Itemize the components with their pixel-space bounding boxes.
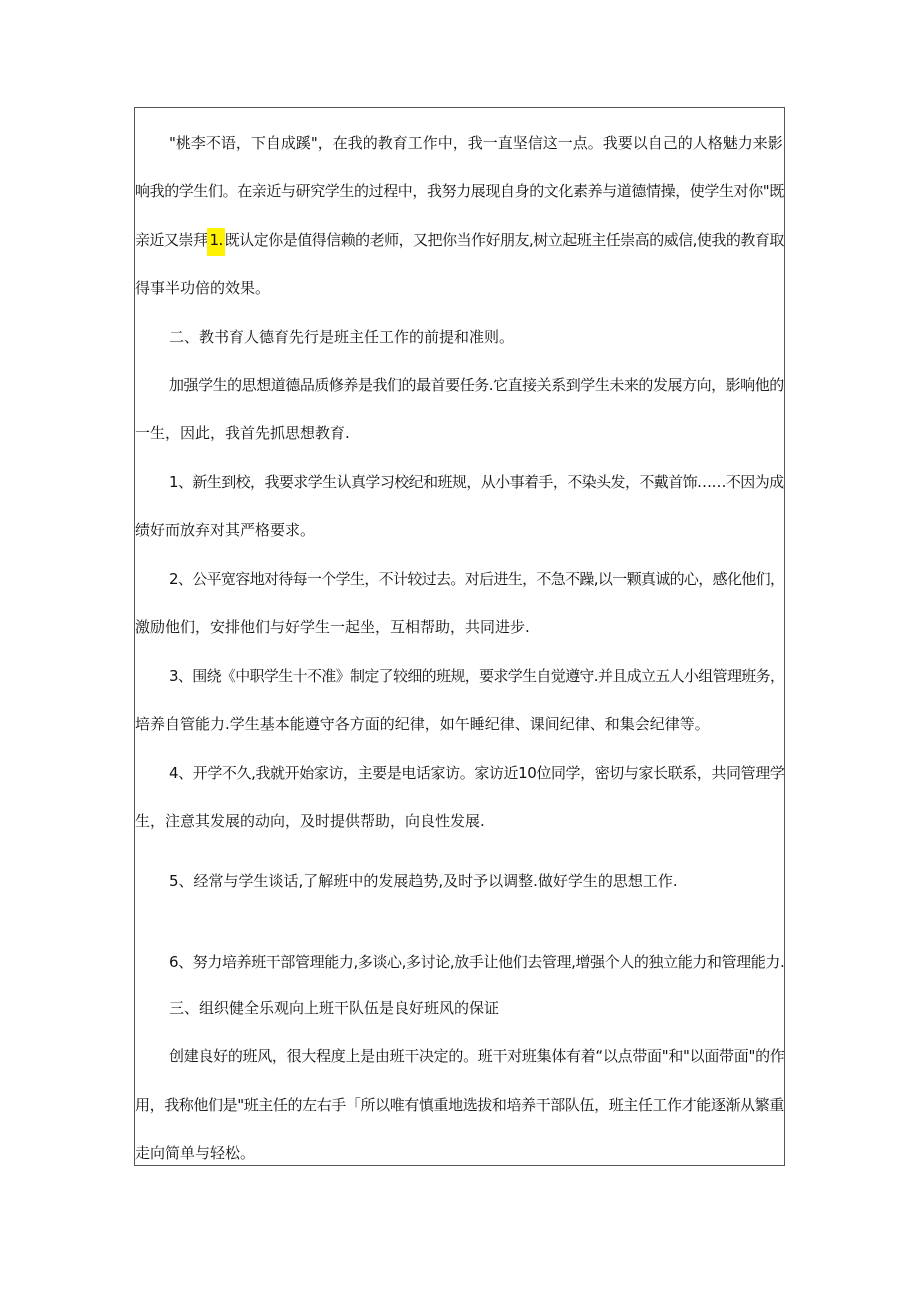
paragraph-1-line-3 xyxy=(135,232,784,248)
highlighted-marker: 1. xyxy=(207,228,224,256)
paragraph-3-line-1: 加强学生的思想道德品质修养是我们的最首要任务.它直接关系到学生未来的发展方向，影响他的 xyxy=(169,376,784,394)
paragraph-1-line-2: 响我的学生们。在亲近与研究学生的过程中，我努力展现自身的文化素养与道德情操，使学生对你"既 xyxy=(135,182,784,200)
final-paragraph-line-2: 用，我称他们是"班主任的左右手「所以唯有慎重地选拔和培养干部队伍，班主任工作才能逐渐从繁重 xyxy=(135,1096,784,1114)
item-1-line-2: 绩好而放弃对其严格要求。 xyxy=(135,521,316,539)
final-paragraph-line-1: 创建良好的班风，很大程度上是由班干决定的。班干对班集体有着“以点带面"和"以面带面"的作 xyxy=(169,1047,785,1065)
item-4-line-1: 4、开学不久,我就开始家访，主要是电话家访。家访近10位同学，密切与家长联系，共同管理学 xyxy=(169,764,785,782)
paragraph-1-line-3-start: 亲近又崇拜 xyxy=(135,231,208,249)
paragraph-1-line-4: 得事半功倍的效果。 xyxy=(135,279,271,297)
final-paragraph-line-3: 走向简单与轻松。 xyxy=(135,1144,256,1162)
item-3-line-1: 3、围绕《中职学生十不准》制定了较细的班规，要求学生自觉遵守.并且成立五人小组管理班务， xyxy=(169,667,785,685)
document-frame xyxy=(134,107,785,1166)
item-2-line-1: 2、公平宽容地对待每一个学生，不计较过去。对后进生，不急不躁,以一颗真诚的心，感化他们， xyxy=(169,570,785,588)
section-heading-2: 二、教书育人德育先行是班主任工作的前提和准则。 xyxy=(169,328,515,346)
item-3-line-2: 培养自管能力.学生基本能遵守各方面的纪律，如午睡纪律、课间纪律、和集会纪律等。 xyxy=(135,715,710,733)
paragraph-1-line-3-end: 既认定你是值得信赖的老师，又把你当作好朋友,树立起班主任崇高的威信,使我的教育取 xyxy=(224,231,784,249)
item-2-line-2: 激励他们，安排他们与好学生一起坐，互相帮助，共同进步. xyxy=(135,618,530,636)
item-1-line-1: 1、新生到校，我要求学生认真学习校纪和班规，从小事着手，不染头发，不戴首饰……不因为成 xyxy=(169,473,784,491)
paragraph-1-line-1: "桃李不语，下自成蹊"，在我的教育工作中，我一直坚信这一点。我要以自己的人格魅力来影 xyxy=(169,134,783,152)
item-6-line-1: 6、努力培养班干部管理能力,多谈心,多讨论,放手让他们去管理,增强个人的独立能力和管理能力. xyxy=(169,953,785,971)
paragraph-3-line-2: 一生，因此，我首先抓思想教育. xyxy=(135,424,350,442)
item-4-line-2: 生，注意其发展的动向，及时提供帮助，向良性发展. xyxy=(135,812,485,830)
item-5-line-1: 5、经常与学生谈话,了解班中的发展趋势,及时予以调整.做好学生的思想工作. xyxy=(169,872,678,890)
section-heading-3: 三、组织健全乐观向上班干队伍是良好班风的保证 xyxy=(169,999,500,1017)
